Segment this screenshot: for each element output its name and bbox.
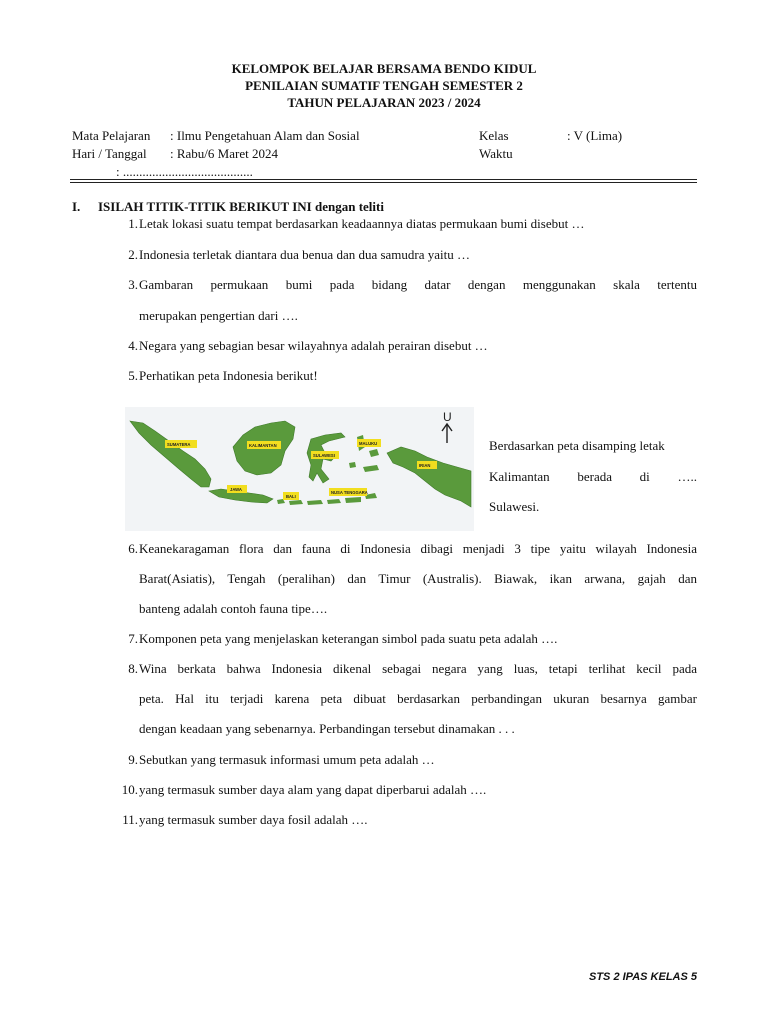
section-number: I. bbox=[72, 199, 81, 214]
question-number: 1. bbox=[128, 216, 138, 231]
north-label: U bbox=[443, 410, 452, 424]
sumatera-island bbox=[130, 421, 211, 487]
map-label-bali: BALI bbox=[286, 494, 296, 499]
question-number: 8. bbox=[128, 661, 138, 676]
header-rule-bottom bbox=[70, 182, 697, 183]
map-question-word: Kalimantan bbox=[489, 469, 550, 484]
map-question-blank: ….. bbox=[677, 469, 697, 484]
question-number: 2. bbox=[128, 247, 138, 262]
date-label: Hari / Tanggal bbox=[72, 146, 147, 161]
map-label-jawa: JAWA bbox=[230, 487, 242, 492]
question-3-line-2: merupakan pengertian dari …. bbox=[139, 308, 298, 323]
question-text: Perhatikan peta Indonesia berikut! bbox=[139, 368, 318, 383]
time-label: Waktu bbox=[479, 146, 513, 161]
question-text: Letak lokasi suatu tempat berdasarkan keadaannya diatas permukaan bumi disebut … bbox=[139, 216, 585, 231]
indonesia-map-graphic bbox=[125, 407, 474, 531]
map-question-line-1: Berdasarkan peta disamping letak bbox=[489, 438, 665, 453]
map-question-word: di bbox=[639, 469, 650, 484]
question-6-line-1: Keanekaragaman flora dan fauna di Indonesia dibagi menjadi 3 tipe yaitu wilayah Indonesia bbox=[139, 541, 697, 556]
subject-label: Mata Pelajaran bbox=[72, 128, 151, 143]
section-title: ISILAH TITIK-TITIK BERIKUT INI dengan teliti bbox=[98, 199, 384, 214]
map-labels bbox=[165, 439, 437, 500]
irian-island bbox=[387, 447, 471, 507]
map-question-line-2 bbox=[489, 469, 697, 485]
question-8-line-3: dengan keadaan yang sebenarnya. Perbandingan tersebut dinamakan . . . bbox=[139, 721, 515, 736]
class-label: Kelas bbox=[479, 128, 509, 143]
question-number: 4. bbox=[128, 338, 138, 353]
date-value: : Rabu/6 Maret 2024 bbox=[170, 146, 278, 161]
question-number: 5. bbox=[128, 368, 138, 383]
question-text: Indonesia terletak diantara dua benua dan dua samudra yaitu … bbox=[139, 247, 471, 262]
question-number: 6. bbox=[128, 541, 138, 556]
question-number: 11. bbox=[122, 812, 138, 827]
question-text: Negara yang sebagian besar wilayahnya adalah perairan disebut … bbox=[139, 338, 488, 353]
school-name: KELOMPOK BELAJAR BERSAMA BENDO KIDUL bbox=[231, 61, 537, 76]
header-rule-top bbox=[70, 179, 697, 180]
question-number: 7. bbox=[128, 631, 138, 646]
question-text: yang termasuk sumber daya alam yang dapat diperbarui adalah …. bbox=[139, 782, 487, 797]
question-text: Komponen peta yang menjelaskan keterangan simbol pada suatu peta adalah …. bbox=[139, 631, 558, 646]
map-label-irian: IRIAN bbox=[419, 463, 431, 468]
map-question-word: berada bbox=[577, 469, 612, 484]
map-label-nusa-tenggara: NUSA TENGGARA bbox=[331, 490, 368, 495]
question-number: 10. bbox=[121, 782, 138, 797]
map-question-line-3: Sulawesi. bbox=[489, 499, 540, 514]
question-6-line-2: Barat(Asiatis), Tengah (peralihan) dan Timur (Australis). Biawak, ikan arwana, gajah dan bbox=[139, 571, 697, 586]
section-heading bbox=[72, 199, 384, 215]
map-label-sulawesi: SULAWESI bbox=[313, 453, 335, 458]
school-year: TAHUN PELAJARAN 2023 / 2024 bbox=[287, 95, 481, 110]
exam-title: PENILAIAN SUMATIF TENGAH SEMESTER 2 bbox=[245, 78, 523, 93]
question-3-line-1: Gambaran permukaan bumi pada bidang datar dengan menggunakan skala tertentu bbox=[139, 277, 697, 292]
north-arrow-icon bbox=[442, 410, 452, 443]
question-8-line-2: peta. Hal itu terjadi karena peta dibuat berdasarkan perbandingan ukuran besarnya gambar bbox=[139, 691, 697, 706]
page-footer: STS 2 IPAS KELAS 5 bbox=[589, 971, 697, 983]
question-text: yang termasuk sumber daya fosil adalah …. bbox=[139, 812, 368, 827]
question-6-line-3: banteng adalah contoh fauna tipe…. bbox=[139, 601, 328, 616]
question-number: 9. bbox=[128, 752, 138, 767]
question-number: 3. bbox=[128, 277, 138, 292]
question-text: Sebutkan yang termasuk informasi umum peta adalah … bbox=[139, 752, 435, 767]
subject-value: : Ilmu Pengetahuan Alam dan Sosial bbox=[170, 128, 360, 143]
time-value: : ........................................ bbox=[116, 164, 253, 179]
map-label-sumatera: SUMATERA bbox=[167, 442, 191, 447]
class-value: : V (Lima) bbox=[567, 128, 623, 143]
map-label-kalimantan: KALIMANTAN bbox=[249, 443, 277, 448]
indonesia-map bbox=[125, 407, 474, 531]
question-8-line-1: Wina berkata bahwa Indonesia dikenal sebagai negara yang luas, tetapi terlihat kecil pada bbox=[139, 661, 697, 676]
map-label-maluku: MALUKU bbox=[359, 441, 378, 446]
